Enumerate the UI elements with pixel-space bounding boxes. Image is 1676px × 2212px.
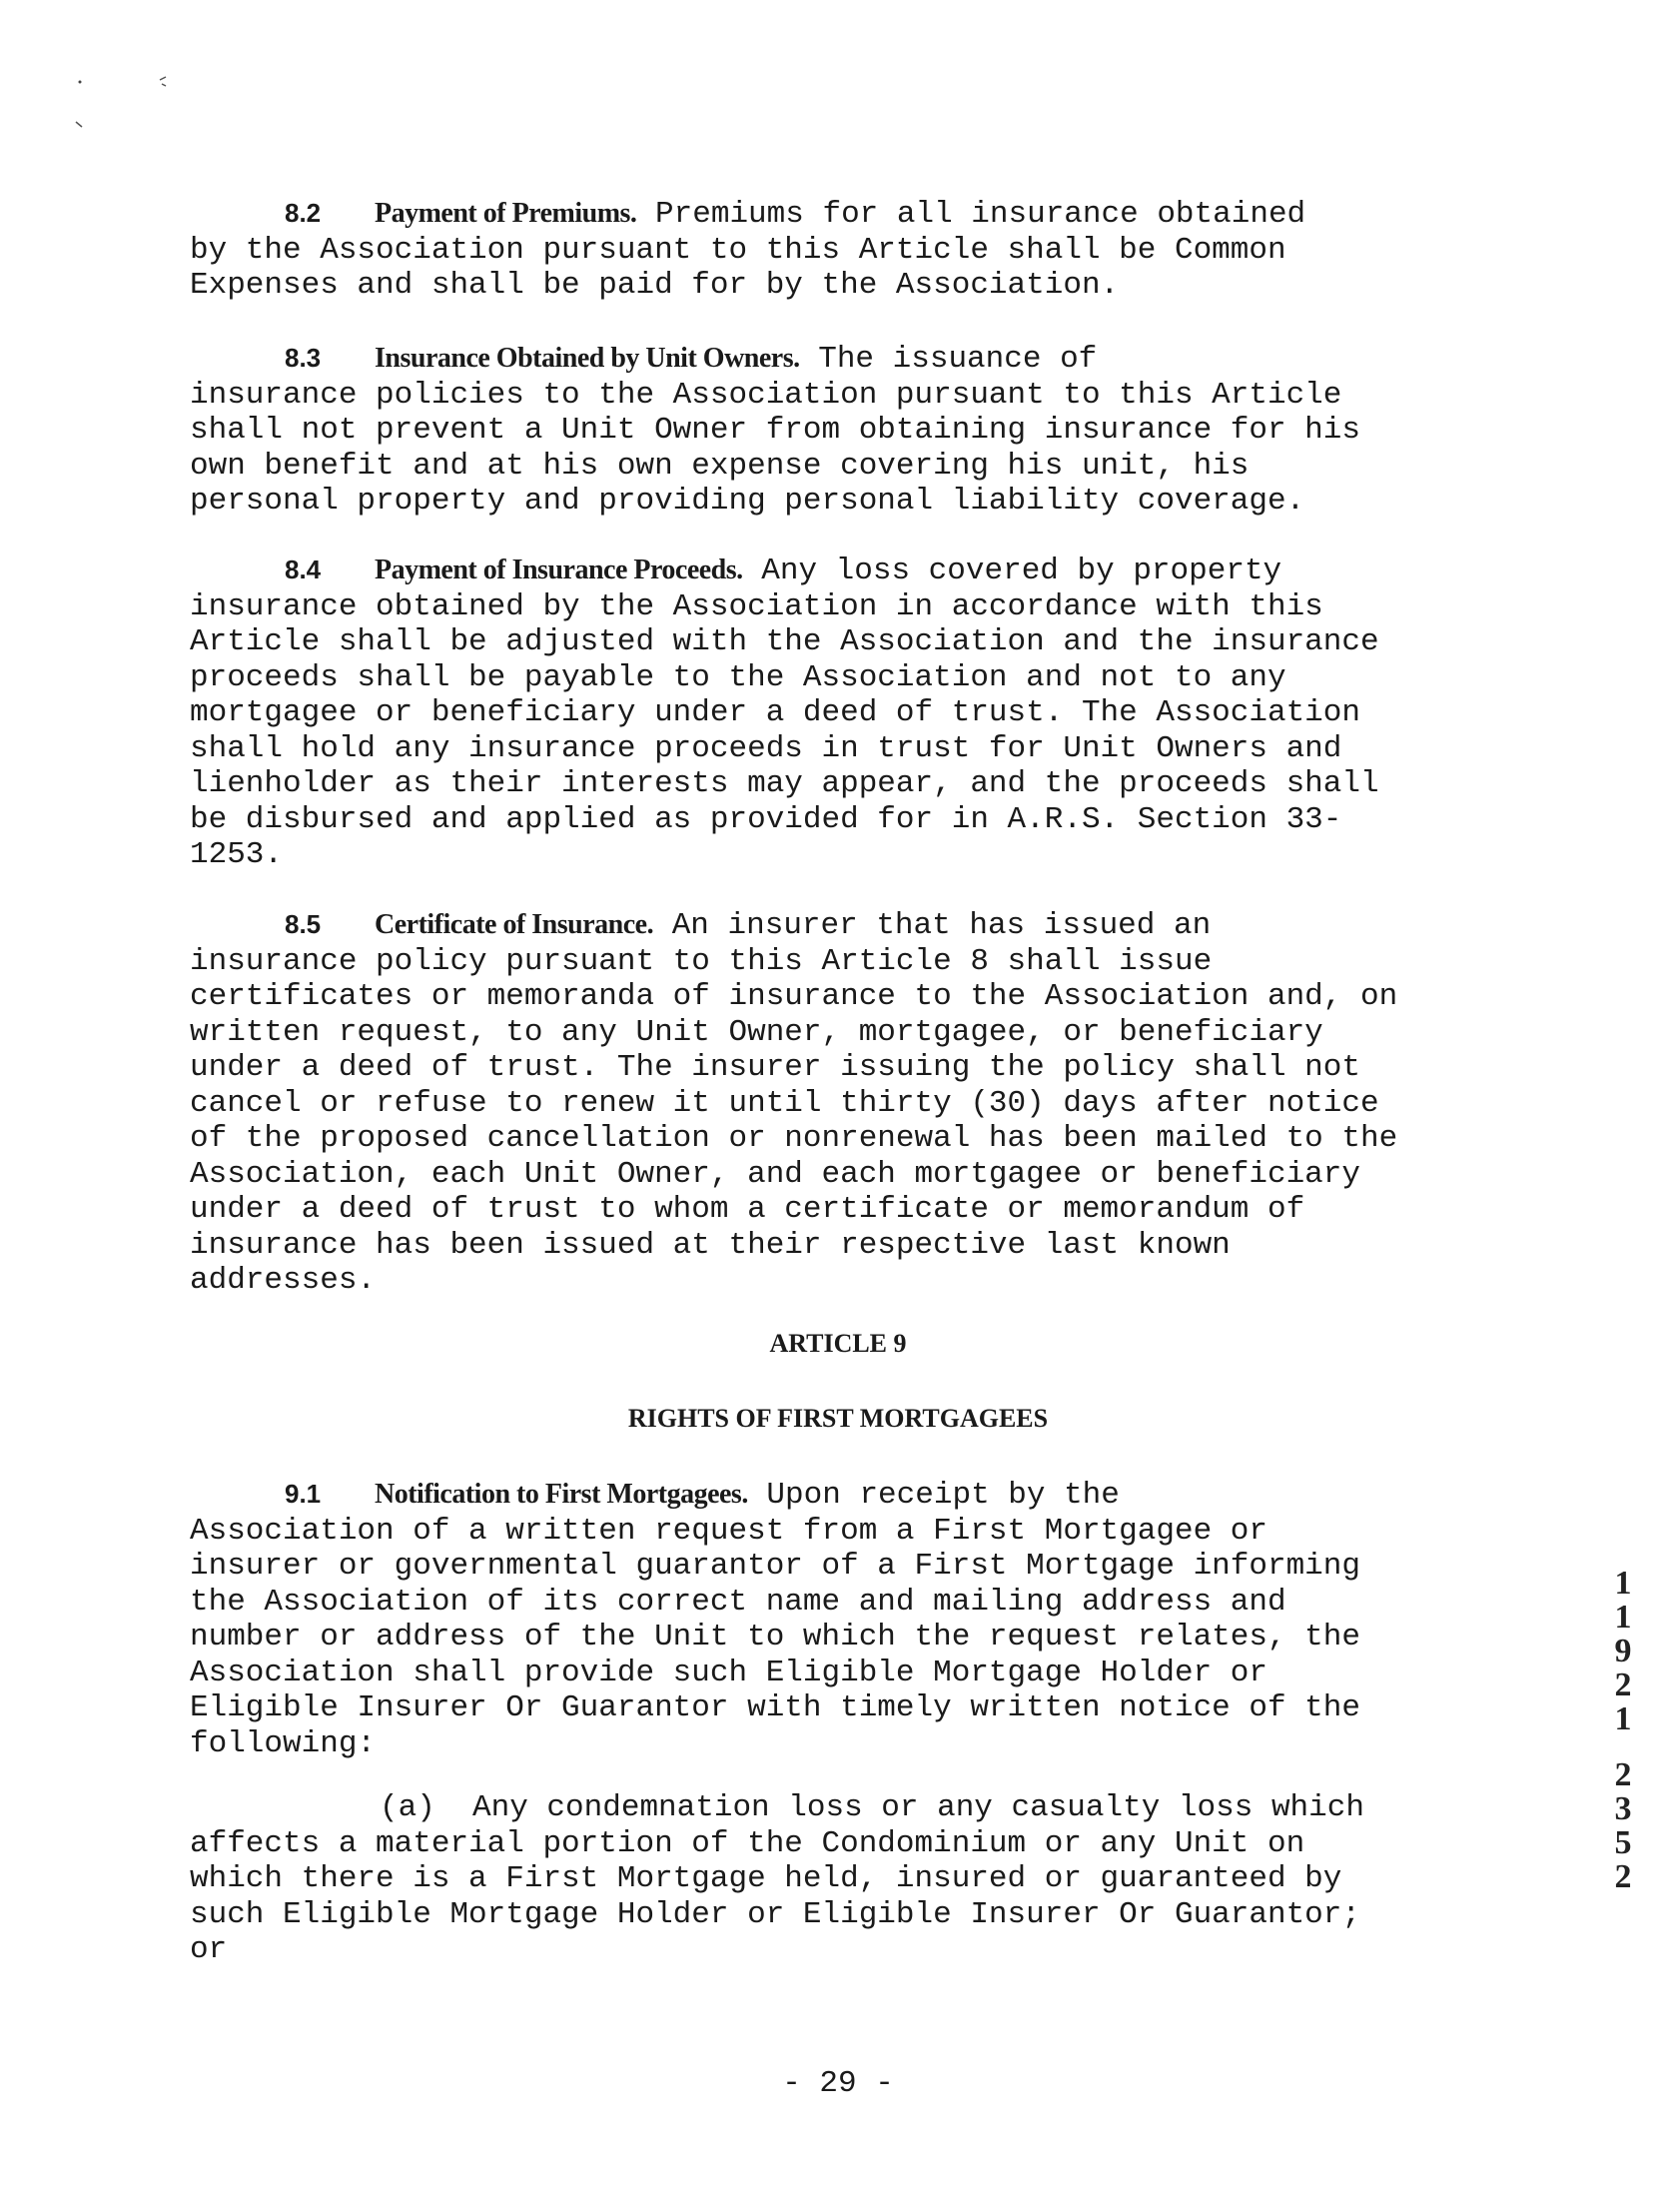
text-line: An insurer that has issued an xyxy=(653,908,1212,943)
section-number: 8.4 xyxy=(285,554,322,584)
text-line: shall hold any insurance proceeds in trust for Unit Owners and xyxy=(190,730,1342,766)
text-line: insurance obtained by the Association in accordance with this xyxy=(190,588,1323,624)
stamp-digit: 2 xyxy=(1614,1666,1632,1703)
section-8-2 xyxy=(190,196,1478,304)
text-line: number or address of the Unit to which the request relates, the xyxy=(190,1620,1360,1655)
section-number: 8.3 xyxy=(285,343,322,373)
text-line: insurance has been issued at their respective last known xyxy=(190,1227,1231,1263)
stamp-digit: 1 xyxy=(1614,1700,1632,1737)
section-heading: Notification to First Mortgagees. xyxy=(375,1479,748,1510)
stamp-digit: 2 xyxy=(1614,1756,1632,1793)
text-line: (a) Any condemnation loss or any casualty loss which xyxy=(380,1790,1364,1825)
stamp-digit: 2 xyxy=(1614,1858,1632,1895)
text-line: written request, to any Unit Owner, mortgagee, or beneficiary xyxy=(190,1014,1323,1050)
text-line: Article shall be adjusted with the Association and the insurance xyxy=(190,624,1379,659)
recording-stamp xyxy=(1603,1567,1643,1894)
text-line: personal property and providing personal liability coverage. xyxy=(190,484,1305,519)
text-line: by the Association pursuant to this Article shall be Common xyxy=(190,232,1286,268)
text-line: Expenses and shall be paid for by the Association. xyxy=(190,268,1120,303)
text-line: lienholder as their interests may appear, and the proceeds shall xyxy=(190,766,1379,801)
stamp-digit: 3 xyxy=(1614,1790,1632,1827)
stamp-digit: 5 xyxy=(1614,1824,1632,1861)
text-line: own benefit and at his own expense covering his unit, his xyxy=(190,448,1250,484)
section-8-3 xyxy=(190,341,1478,520)
text-line: which there is a First Mortgage held, insured or guaranteed by xyxy=(190,1861,1342,1896)
text-line: Upon receipt by the xyxy=(747,1478,1120,1513)
text-line: Association of a written request from a First Mortgagee or xyxy=(190,1513,1267,1549)
text-line: Premiums for all insurance obtained xyxy=(636,197,1306,232)
text-line: under a deed of trust to whom a certificate or memorandum of xyxy=(190,1192,1305,1227)
section-heading: Payment of Premiums. xyxy=(375,198,637,229)
text-line: affects a material portion of the Condominium or any Unit on xyxy=(190,1825,1305,1861)
section-number: 8.5 xyxy=(285,909,322,939)
section-number: 9.1 xyxy=(285,1479,322,1509)
text-line: shall not prevent a Unit Owner from obtaining insurance for his xyxy=(190,413,1360,448)
article-subtitle: RIGHTS OF FIRST MORTGAGEES xyxy=(627,1404,1049,1433)
text-line: insurance policy pursuant to this Article 8 shall issue xyxy=(190,943,1213,979)
stamp-digit: 1 xyxy=(1614,1599,1632,1636)
text-line: Eligible Insurer Or Guarantor with timely written notice of the xyxy=(190,1690,1360,1725)
text-line: Association shall provide such Eligible Mortgage Holder or xyxy=(190,1655,1267,1690)
text-line: cancel or refuse to renew it until thirty (30) days after notice xyxy=(190,1085,1379,1121)
section-8-4 xyxy=(190,553,1478,873)
text-line: of the proposed cancellation or nonrenewal has been mailed to the xyxy=(190,1121,1398,1156)
text-line: under a deed of trust. The insurer issuing the policy shall not xyxy=(190,1050,1360,1085)
text-line: 1253. xyxy=(190,837,284,872)
page-number: - 29 - xyxy=(782,2066,894,2101)
text-line: insurance policies to the Association pursuant to this Article xyxy=(190,377,1342,413)
text-line: insurer or governmental guarantor of a First Mortgage informing xyxy=(190,1549,1360,1584)
text-line: Any loss covered by property xyxy=(742,553,1282,588)
text-line: certificates or memoranda of insurance to the Association and, on xyxy=(190,979,1398,1014)
section-number: 8.2 xyxy=(285,198,322,228)
text-line: the Association of its correct name and mailing address and xyxy=(190,1584,1286,1620)
stamp-digit: 1 xyxy=(1614,1565,1632,1602)
article-title: ARTICLE 9 xyxy=(769,1329,907,1358)
text-line: The issuance of xyxy=(799,342,1098,377)
text-line: following: xyxy=(190,1725,377,1761)
scan-specks xyxy=(60,70,200,140)
text-line: proceeds shall be payable to the Association and not to any xyxy=(190,659,1286,695)
section-9-1 xyxy=(190,1477,1478,1761)
section-8-5 xyxy=(190,907,1478,1299)
stamp-digit: 9 xyxy=(1614,1633,1632,1669)
section-heading: Certificate of Insurance. xyxy=(375,909,654,940)
text-line: such Eligible Mortgage Holder or Eligible Insurer Or Guarantor; xyxy=(190,1896,1360,1932)
section-heading: Payment of Insurance Proceeds. xyxy=(375,554,743,585)
text-line: mortgagee or beneficiary under a deed of trust. The Association xyxy=(190,695,1360,730)
text-line: Association, each Unit Owner, and each mortgagee or beneficiary xyxy=(190,1156,1360,1192)
section-heading: Insurance Obtained by Unit Owners. xyxy=(375,343,800,374)
text-line: or xyxy=(190,1932,228,1967)
text-line: addresses. xyxy=(190,1263,377,1298)
item-a xyxy=(190,1790,1478,1968)
text-line: be disbursed and applied as provided for in A.R.S. Section 33- xyxy=(190,801,1342,837)
